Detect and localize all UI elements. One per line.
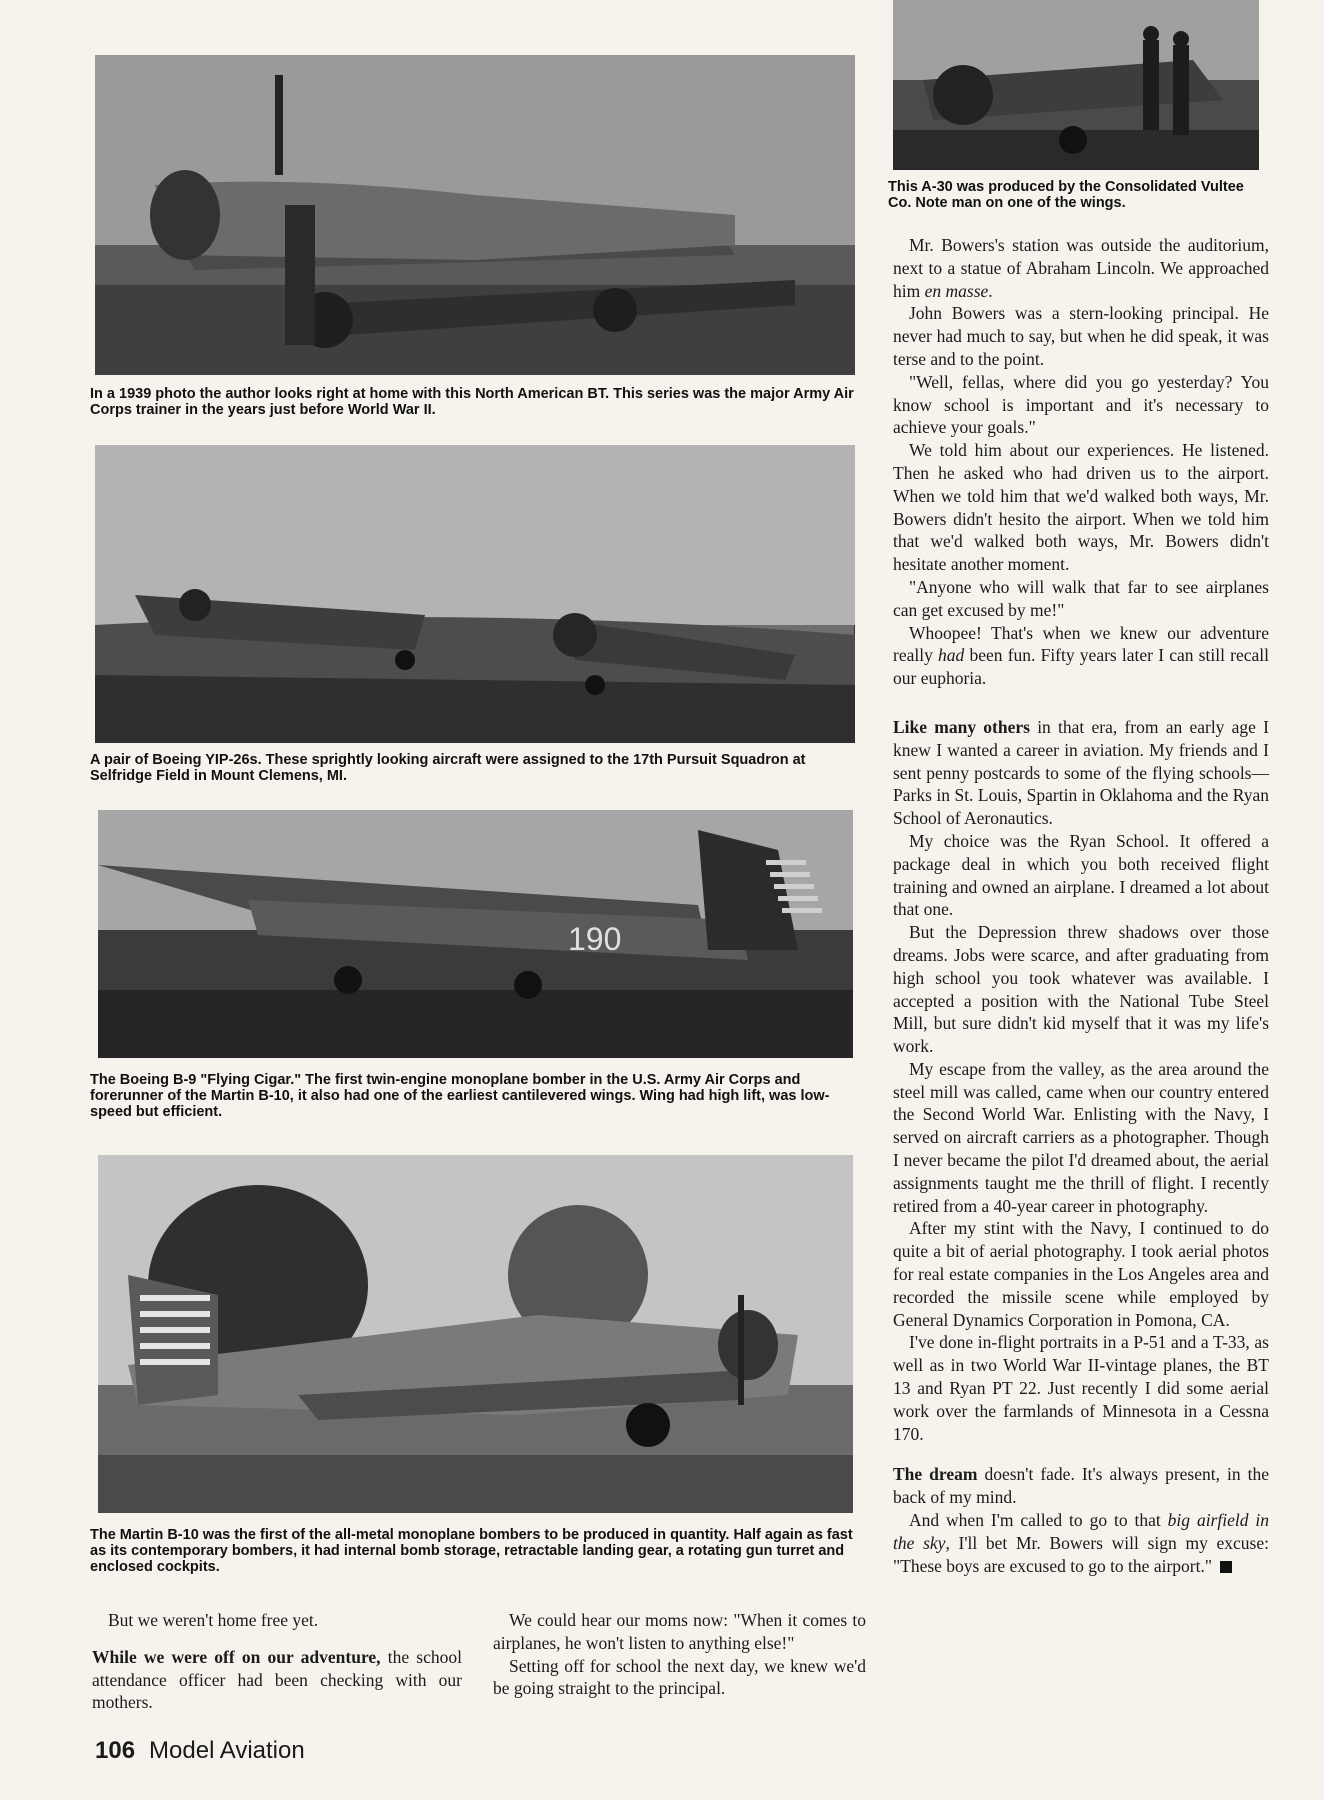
col3-paragraph-1: Mr. Bowers's station was outside the auditorium, next to a statue of Abraham Lincoln. We approached him en masse.	[893, 235, 1269, 301]
col3-paragraph-9: But the Depression threw shadows over those dreams. Jobs were scarce, and after graduating from high school you took whatever was available. I accepted a position with the National Tube Steel Mill, but sure didn't kid myself that it was my life's work.	[893, 922, 1269, 1057]
col3-paragraph-2: John Bowers was a stern-looking principal. He never had much to say, but when he did speak, it was terse and to the point.	[893, 303, 1269, 369]
b9-tail-number: 190	[568, 921, 622, 957]
col3-paragraph-6: Whoopee! That's when we knew our adventure really had been fun. Fifty years later I can still recall our euphoria.	[893, 622, 1269, 689]
end-of-article-mark	[1220, 1561, 1232, 1573]
col1-paragraph-2: While we were off on our adventure, the school attendance officer had been checking with our mothers.	[92, 1646, 462, 1713]
col3-paragraph-14: And when I'm called to go to that big airfield in the sky, I'll bet Mr. Bowers will sign my excuse: "These boys are excused to go to the airport."	[893, 1510, 1269, 1576]
col3-paragraph-11: After my stint with the Navy, I continued to do quite a bit of aerial photography. I took aerial photos for real estate companies in the Los Angeles area and recorded the missile scene while employed by General Dynamics Corporation in Pomona, CA.	[893, 1218, 1269, 1330]
photo-north-american-bt	[95, 55, 855, 375]
col3-paragraph-10: My escape from the valley, as the area around the steel mill was called, came when our country entered the Second World War. Enlisting with the Navy, I served on aircraft carriers as a photographer. Though I never became the pilot I'd dreamed about, the aerial assignments taught me the thrill of flight. I recently retired from a 40-year career in photography.	[893, 1058, 1269, 1216]
col3-paragraph-7: Like many others in that era, from an early age I knew I wanted a career in aviation. My friends and I sent penny postcards to some of the flying schools—Parks in St. Louis, Spartin in Oklahoma and the Ryan School of Aeronautics.	[893, 716, 1270, 829]
col1-lead-in: While we were off on our adventure,	[92, 1646, 381, 1667]
col3-lead-in-2: The dream	[893, 1464, 978, 1485]
photo1-caption: In a 1939 photo the author looks right at home with this North American BT. This series was the major Army Air Corps trainer in the years just before World War II.	[90, 386, 854, 418]
photo4-caption: The Martin B-10 was the first of the all-metal monoplane bombers to be produced in quantity. Half again as fast as its contemporary bombers, it had internal bomb storage, retractable landing gear, a rotating gun turret and enclosed cockpits.	[90, 1527, 853, 1575]
page-footer	[95, 1737, 305, 1765]
column-1	[92, 1609, 462, 1714]
photo3-caption: The Boeing B-9 "Flying Cigar." The first twin-engine monoplane bomber in the U.S. Army Air Corps and forerunner of the Martin B-10, it also had one of the earliest cantilevered wings. Wing had high lift, was low-speed but efficient.	[90, 1072, 830, 1120]
col3-paragraph-13: The dream doesn't fade. It's always present, in the back of my mind.	[893, 1464, 1270, 1508]
photo-a30	[893, 0, 1259, 170]
col3-paragraph-4: We told him about our experiences. He listened. Then he asked who had driven us to the airport. When we told him that we'd walked both ways, Mr. Bowers didn't hesito the airport. When we told him that we'd walked both ways, Mr. Bowers didn't hesitate another moment.	[893, 440, 1269, 575]
col2-paragraph-1: We could hear our moms now: "When it comes to airplanes, he won't listen to anything else!"	[493, 1610, 866, 1653]
photo5-caption: This A-30 was produced by the Consolidated Vultee Co. Note man on one of the wings.	[888, 179, 1244, 211]
col3-paragraph-8: My choice was the Ryan School. It offered a package deal in which you both received flight training and owned an airplane. I dreamed a lot about that one.	[893, 830, 1269, 920]
column-2	[493, 1609, 866, 1700]
page-number: 106	[95, 1737, 136, 1764]
photo2-caption: A pair of Boeing YIP-26s. These sprightly looking aircraft were assigned to the 17th Pursuit Squadron at Selfridge Field in Mount Clemens, MI.	[90, 752, 806, 784]
col1-paragraph-1: But we weren't home free yet.	[108, 1610, 319, 1630]
col2-paragraph-2: Setting off for school the next day, we knew we'd be going straight to the principal.	[493, 1655, 866, 1699]
col3-paragraph-3: "Well, fellas, where did you go yesterday? You know school is important and it's necessary to achieve your goals."	[893, 371, 1269, 438]
col3-paragraph-5: "Anyone who will walk that far to see airplanes can get excused by me!"	[893, 576, 1269, 620]
photo-boeing-yip-26s	[95, 445, 855, 743]
column-3	[893, 234, 1269, 1577]
col3-paragraph-12: I've done in-flight portraits in a P-51 and a T-33, as well as in two World War II-vintage planes, the BT 13 and Ryan PT 22. Just recently I did some aerial work over the farmlands of Minnesota in a Cessna 170.	[893, 1332, 1269, 1444]
col3-lead-in-1: Like many others	[893, 716, 1030, 737]
photo-martin-b10	[98, 1155, 853, 1513]
photo-boeing-b9	[98, 810, 853, 1058]
magazine-name: Model Aviation	[149, 1737, 305, 1764]
